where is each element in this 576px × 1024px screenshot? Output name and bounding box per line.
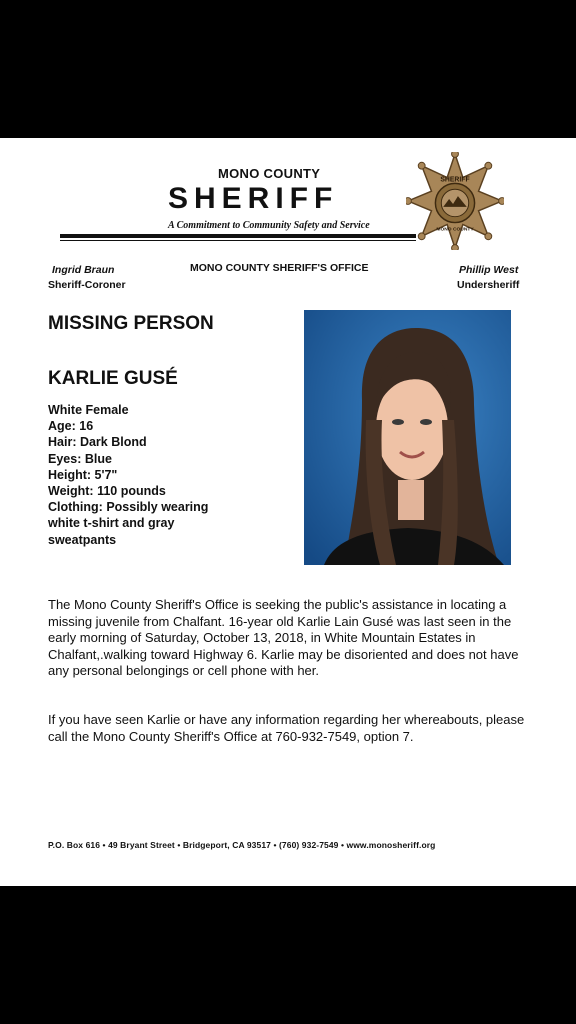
undersheriff-name: Phillip West <box>459 264 519 276</box>
tagline: A Commitment to Community Safety and Service <box>168 220 370 231</box>
fact-line: sweatpants <box>48 532 117 547</box>
fact-line: White Female <box>48 403 129 417</box>
person-name: KARLIE GUSÉ <box>48 368 178 389</box>
sheriff-star-badge-icon <box>406 152 504 250</box>
header-rule <box>60 234 416 238</box>
flyer-page <box>0 138 576 886</box>
office-name: MONO COUNTY SHERIFF'S OFFICE <box>190 262 369 274</box>
fact-line: Eyes: Blue <box>48 451 112 466</box>
header-rule-thin <box>60 240 416 241</box>
fact-line: Age: 16 <box>48 419 94 434</box>
badge-top-text: SHERIFF <box>440 176 470 184</box>
missing-person-photo <box>304 310 511 565</box>
undersheriff-title: Undersheriff <box>457 279 520 291</box>
sheriff-wordmark: SHERIFF <box>168 182 339 215</box>
fact-line: Hair: Dark Blond <box>48 435 147 450</box>
fact-line: Height: 5'7" <box>48 467 118 482</box>
contact-paragraph: If you have seen Karlie or have any information regarding her whereabouts, please call the Mono County Sheriff's Office at 760-932-7549, option 7. <box>48 712 525 744</box>
fact-line: white t-shirt and gray <box>48 516 175 531</box>
description-paragraph: The Mono County Sheriff's Office is seeking the public's assistance in locating a missing juvenile from Chalfant. 16-year old Karlie Lain Gusé was last seen in the early morning of Saturday, October 13, 2018, in White Mountain Estates in Chalfant,.walking toward Highway 6. Karlie may be disoriented and does not have any personal belongings or cell phone with her. <box>48 597 519 678</box>
fact-line: Weight: 110 pounds <box>48 484 166 499</box>
description-list <box>48 402 288 548</box>
badge-ring-text: MONO COUNTY <box>436 227 474 233</box>
notice-heading: MISSING PERSON <box>48 313 214 334</box>
fact-line: Clothing: Possibly wearing <box>48 500 209 515</box>
county-label: MONO COUNTY <box>218 166 321 181</box>
footer-address: P.O. Box 616 • 49 Bryant Street • Bridgeport, CA 93517 • (760) 932-7549 • www.monosheriff.org <box>48 840 436 850</box>
sheriff-title: Sheriff-Coroner <box>48 279 126 291</box>
sheriff-name: Ingrid Braun <box>52 264 115 276</box>
